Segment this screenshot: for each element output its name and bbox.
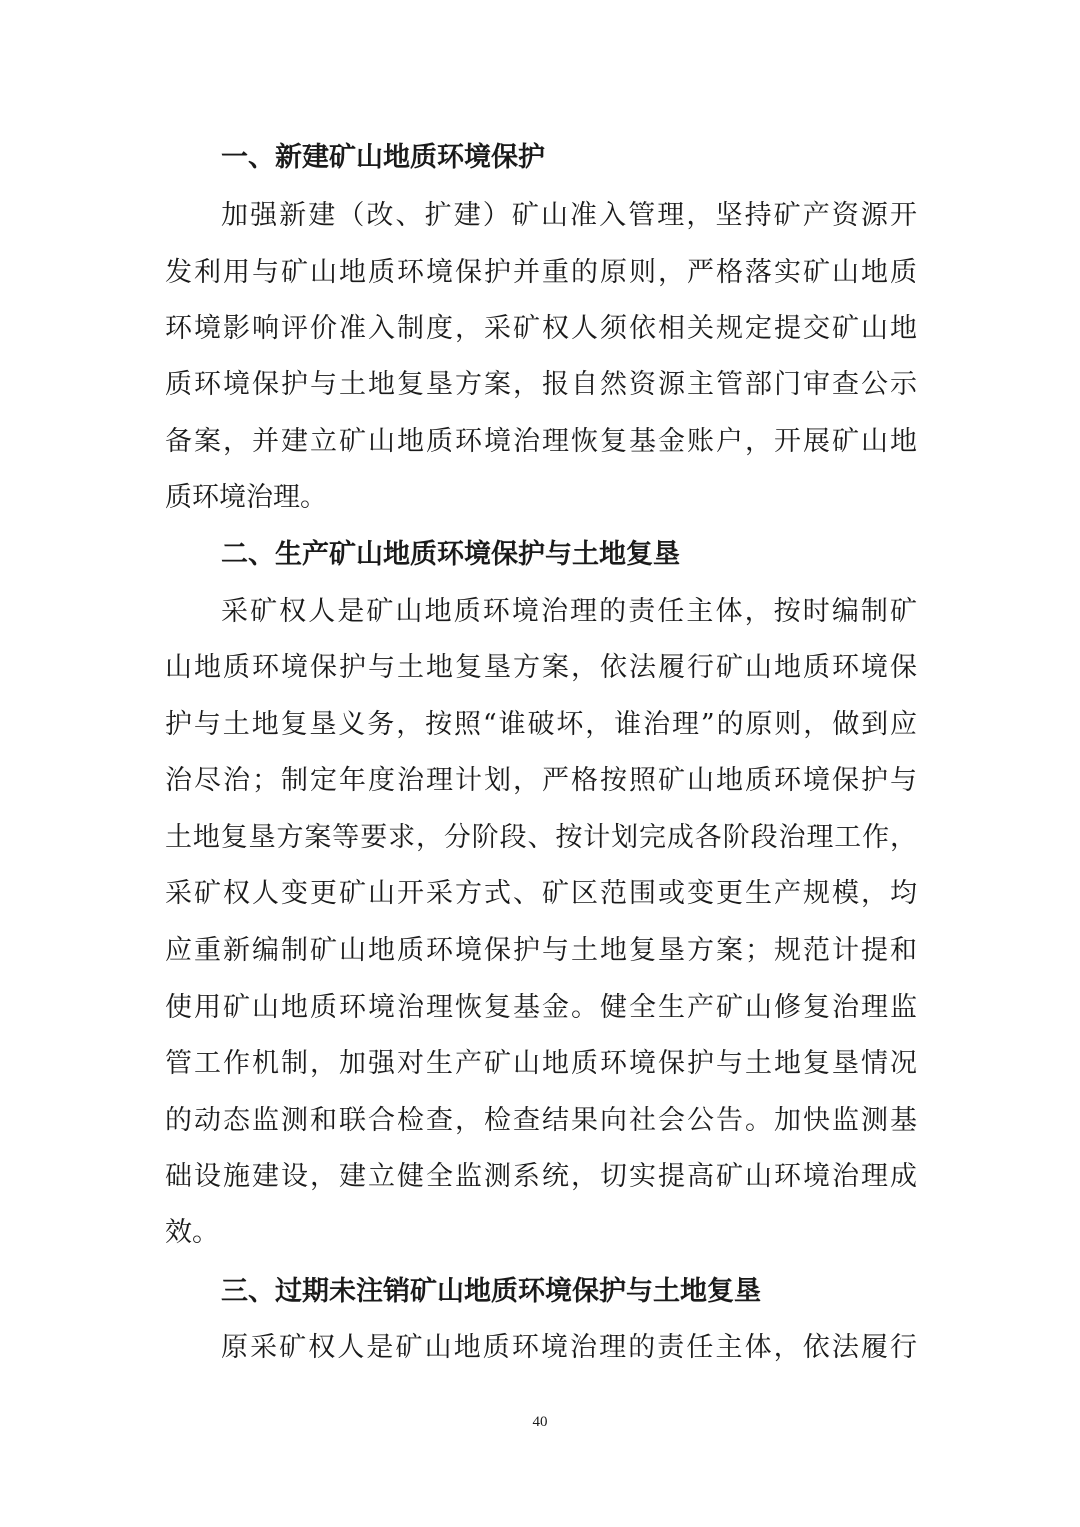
paragraph-line: 环境影响评价准入制度，采矿权人须依相关规定提交矿山地 [165,313,917,344]
paragraph-line: 管工作机制，加强对生产矿山地质环境保护与土地复垦情况 [165,1048,917,1079]
paragraph-line: 质环境保护与土地复垦方案，报自然资源主管部门审查公示 [165,369,917,400]
paragraph-line: 采矿权人变更矿山开采方式、矿区范围或变更生产规模，均 [165,878,917,909]
paragraph-line: 山地质环境保护与土地复垦方案，依法履行矿山地质环境保 [165,652,917,683]
paragraph-line: 加强新建（改、扩建）矿山准入管理，坚持矿产资源开 [221,200,917,231]
paragraph-line: 护与土地复垦义务，按照“谁破坏，谁治理”的原则，做到应 [165,709,917,740]
section-heading: 二、生产矿山地质环境保护与土地复垦 [221,539,680,570]
paragraph-line: 备案，并建立矿山地质环境治理恢复基金账户，开展矿山地 [165,426,917,457]
paragraph-line: 土地复垦方案等要求，分阶段、按计划完成各阶段治理工作， [165,822,917,853]
paragraph-line: 采矿权人是矿山地质环境治理的责任主体，按时编制矿 [221,596,917,627]
paragraph-line: 治尽治；制定年度治理计划，严格按照矿山地质环境保护与 [165,765,917,796]
paragraph-line: 发利用与矿山地质环境保护并重的原则，严格落实矿山地质 [165,257,917,288]
section-heading: 一、新建矿山地质环境保护 [221,142,545,173]
page-number: 40 [532,1414,548,1430]
paragraph-line: 质环境治理。 [165,482,327,513]
paragraph-line: 效。 [165,1217,219,1248]
paragraph-line: 的动态监测和联合检查，检查结果向社会公告。加快监测基 [165,1105,917,1136]
paragraph-line: 应重新编制矿山地质环境保护与土地复垦方案；规范计提和 [165,935,917,966]
paragraph-line: 础设施建设，建立健全监测系统，切实提高矿山环境治理成 [165,1161,917,1192]
paragraph-line: 原采矿权人是矿山地质环境治理的责任主体，依法履行 [221,1332,917,1363]
section-heading: 三、过期未注销矿山地质环境保护与土地复垦 [221,1276,761,1307]
paragraph-line: 使用矿山地质环境治理恢复基金。健全生产矿山修复治理监 [165,992,917,1023]
